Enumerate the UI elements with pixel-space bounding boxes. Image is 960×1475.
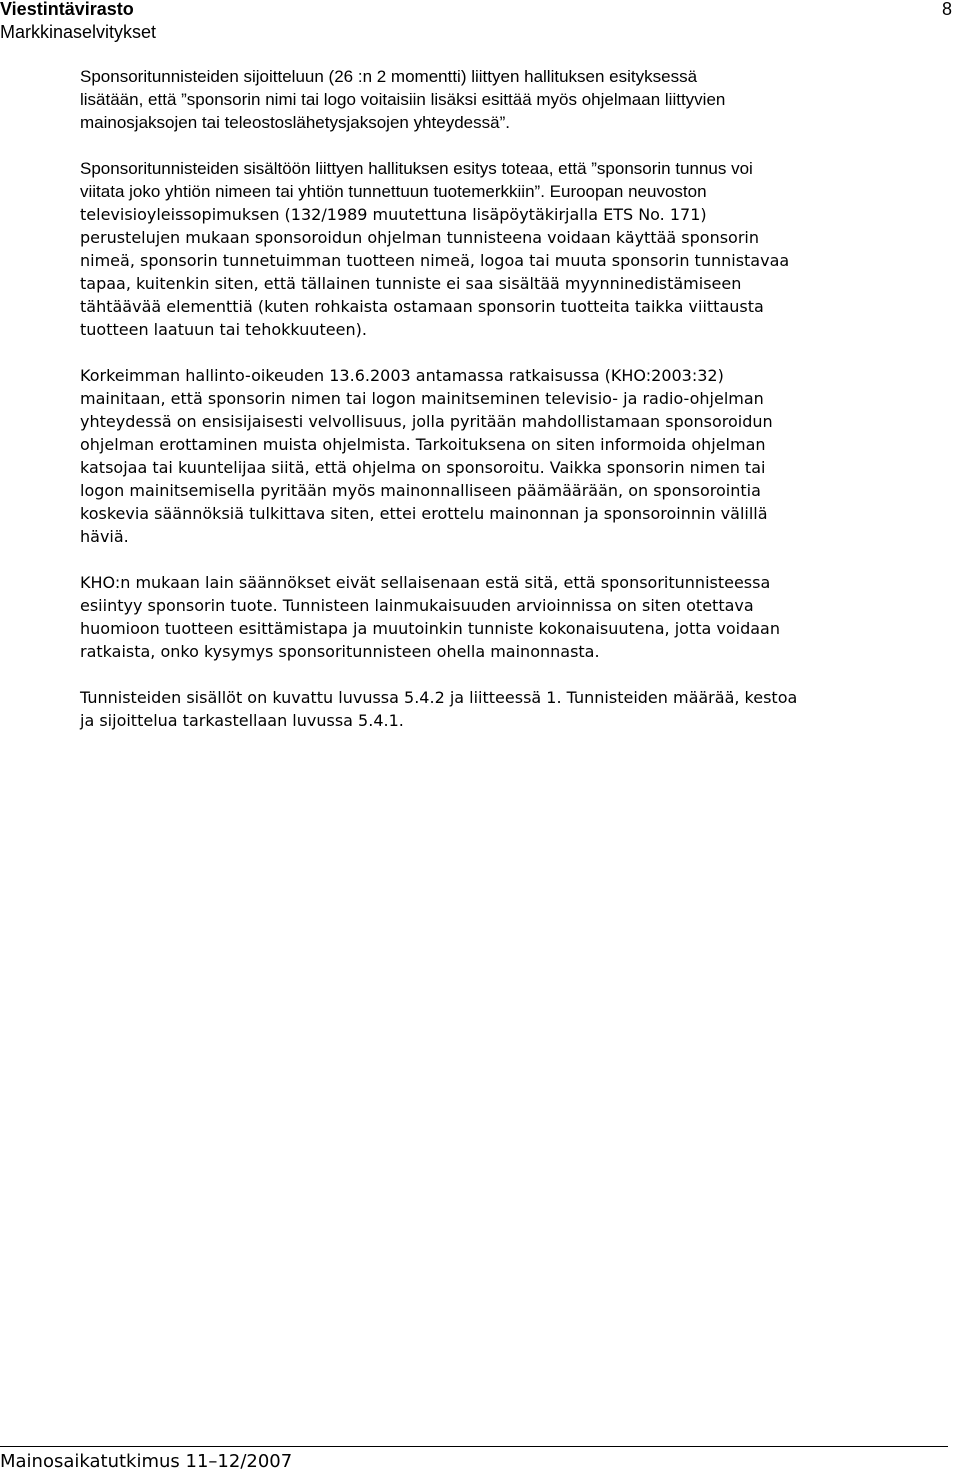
paragraph-sponsor-content-lead: Sponsoritunnisteiden sisältöön liittyen hallituksen esitys toteaa, että ”sponsorin tunnus voi viitata joko yhtiön nimeen tai yhtiön tunnettuun tuotemerkkiin”. Euroopan neuvoston <box>80 159 753 201</box>
paragraph-sponsor-content <box>80 157 960 341</box>
page-number: 8 <box>941 0 952 19</box>
paragraph-kho-ruling: Korkeimman hallinto-oikeuden 13.6.2003 antamassa ratkaisussa (KHO:2003:32) mainitaan, että sponsorin nimen tai logon mainitseminen televisio- ja radio-ohjelman yhteydessä on ensisijaisesti velvollisuus, jolla pyritään mahdollistamaan sponsoroidun ohjelman erottaminen muista ohjelmista. Tarkoituksena on siten informoida ohjelman katsojaa tai kuuntelijaa siitä, että ohjelma on sponsoroitu. Vaikka sponsorin nimen tai logon mainitsemisella pyritään myös mainonnalliseen päämäärään, on sponsorointia koskevia säännöksiä tulkittava siten, ettei erottelu mainonnan ja sponsoroinnin välillä häviä. <box>80 366 773 546</box>
paragraph-kho-interpretation: KHO:n mukaan lain säännökset eivät sellaisenaan estä sitä, että sponsoritunnisteessa esiintyy sponsorin tuote. Tunnisteen lainmukaisuuden arvioinnissa on siten otettava huomioon tuotteen esittämistapa ja muutoinkin tunniste kokonaisuutena, jotta voidaan ratkaista, onko kysymys sponsoritunnisteen ohella mainonnasta. <box>80 573 780 661</box>
footer-divider <box>0 1446 948 1447</box>
paragraph-sponsor-content-body: televisioyleissopimuksen (132/1989 muutettuna lisäpöytäkirjalla ETS No. 171) perustelujen mukaan sponsoroidun ohjelman tunnisteena voidaan käyttää sponsorin nimeä, sponsorin tunnetuimman tuotteen nimeä, logoa tai muuta sponsorin tunnistavaa tapaa, kuitenkin siten, että tällainen tunniste ei saa sisältää myynninedistämiseen tähtäävää elementtiä (kuten rohkaista ostamaan sponsorin tuotteita taikka viittausta tuotteen laatuun tai tehokkuuteen). <box>80 205 790 339</box>
header-subtitle: Markkinaselvitykset <box>0 22 157 42</box>
header-organization: Viestintävirasto <box>0 0 134 19</box>
document-body <box>80 65 960 755</box>
paragraph-chapter-references: Tunnisteiden sisällöt on kuvattu luvussa 5.4.2 ja liitteessä 1. Tunnisteiden määrää, kestoa ja sijoittelua tarkastellaan luvussa 5.4.1. <box>80 688 798 730</box>
footer-text: Mainosaikatutkimus 11–12/2007 <box>0 1451 293 1472</box>
paragraph-sponsor-placement: Sponsoritunnisteiden sijoitteluun (26 :n 2 momentti) liittyen hallituksen esityksessä lisätään, että ”sponsorin nimi tai logo voitaisiin lisäksi esittää myös ohjelmaan liittyvien mainosjaksojen tai teleostoslähetysjaksojen yhteydessä”. <box>80 67 726 132</box>
